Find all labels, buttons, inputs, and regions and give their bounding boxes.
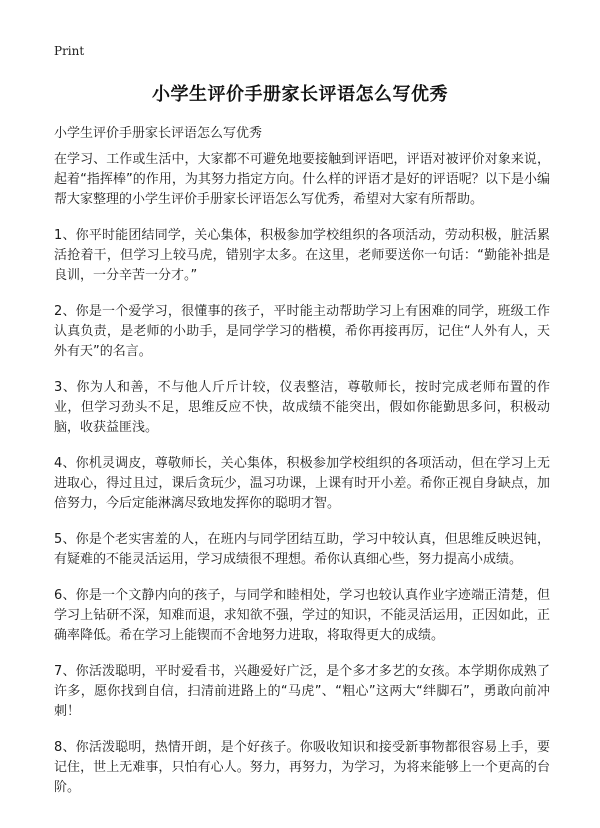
intro-paragraph: 在学习、工作或生活中，大家都不可避免地要接触到评语吧，评语对被评价对象来说，起着“指挥棒”的作用，为其努力指定方向。什么样的评语才是好的评语呢？以下是小编帮大家整理的小学生评价手册家长评语怎么写优秀，希望对大家有所帮助。 <box>54 152 550 207</box>
comment-paragraph-4: 4、你机灵调皮，尊敬师长，关心集体，积极参加学校组织的各项活动，但在学习上无进取心，得过且过，课后贪玩少，温习功课，上课有时开小差。希你正视自身缺点，加倍努力，今后定能淋漓尽致地发挥你的聪明才智。 <box>54 456 550 511</box>
comment-paragraph-6: 6、你是一个文静内向的孩子，与同学和睦相处，学习也较认真作业字迹端正清楚，但学习上钻研不深，知难而退，求知欲不强，学过的知识，不能灵活运用，正因如此，正确率降低。希在学习上能锲而不舍地努力进取，将取得更大的成绩。 <box>54 588 550 643</box>
comment-paragraph-3: 3、你为人和善，不与他人斤斤计较，仪表整洁，尊敬师长，按时完成老师布置的作业，但学习劲头不足，思维反应不快，故成绩不能突出，假如你能勤思多问，积极动脑，收获益匪浅。 <box>54 380 550 435</box>
document-subtitle: 小学生评价手册家长评语怎么写优秀 <box>54 126 263 141</box>
comment-paragraph-1: 1、你平时能团结同学，关心集体，积极参加学校组织的各项活动，劳动积极，脏活累活抢着干，但学习上较马虎，错别字太多。在这里，老师要送你一句话：“勤能补拙是良训，一分辛苦一分才。” <box>54 228 550 283</box>
print-label: Print <box>54 44 85 58</box>
comment-paragraph-2: 2、你是一个爱学习，很懂事的孩子，平时能主动帮助学习上有困难的同学，班级工作认真负责，是老师的小助手，是同学学习的楷模，希你再接再厉，记住“人外有人，天外有天”的名言。 <box>54 304 550 359</box>
document-title: 小学生评价手册家长评语怎么写优秀 <box>152 84 448 105</box>
document-body <box>54 150 550 814</box>
comment-paragraph-7: 7、你活泼聪明，平时爱看书，兴趣爱好广泛，是个多才多艺的女孩。本学期你成熟了许多，愿你找到自信，扫清前进路上的“马虎”、“粗心”这两大“绊脚石”，勇敢向前冲刺！ <box>54 664 550 719</box>
comment-paragraph-5: 5、你是个老实害羞的人，在班内与同学团结互助，学习中较认真，但思维反映迟钝，有疑难的不能灵活运用，学习成绩很不理想。希你认真细心些，努力提高小成绩。 <box>54 532 550 567</box>
comment-paragraph-8: 8、你活泼聪明，热情开朗，是个好孩子。你吸收知识和接受新事物都很容易上手，要记住，世上无难事，只怕有心人。努力，再努力，为学习，为将来能够上一个更高的台阶。 <box>54 740 550 795</box>
